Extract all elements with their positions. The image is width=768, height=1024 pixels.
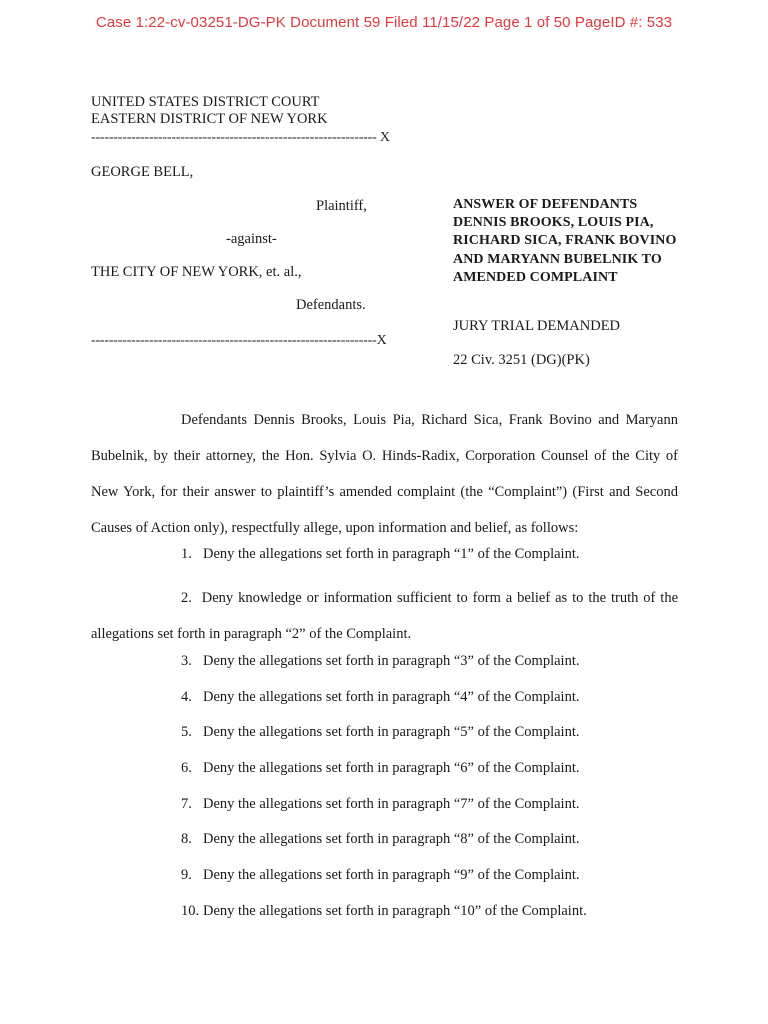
- paragraph-number: 1.: [181, 546, 192, 562]
- list-item: [181, 653, 579, 670]
- list-item: [181, 546, 579, 563]
- list-item: [181, 831, 579, 848]
- case-header-stamp: Case 1:22-cv-03251-DG-PK Document 59 Filed 11/15/22 Page 1 of 50 PageID #: 533: [95, 14, 673, 31]
- list-item: [181, 796, 579, 813]
- paragraph-number: 10.: [181, 903, 200, 919]
- court-name-line: UNITED STATES DISTRICT COURT: [91, 94, 320, 110]
- caption-divider-top: ---------------------------------------------------------------- X: [91, 130, 390, 145]
- paragraph-text: Deny the allegations set forth in paragraph “3” of the Complaint.: [203, 653, 580, 669]
- list-item: [181, 903, 587, 920]
- court-district-line: EASTERN DISTRICT OF NEW YORK: [91, 111, 328, 127]
- paragraph-text: Deny the allegations set forth in paragraph “7” of the Complaint.: [203, 796, 580, 812]
- paragraph-text: Deny the allegations set forth in paragraph “10” of the Complaint.: [203, 903, 587, 919]
- against-label: -against-: [226, 231, 277, 247]
- list-item: [181, 760, 579, 777]
- list-item: [181, 724, 579, 741]
- paragraph-number: 8.: [181, 831, 192, 847]
- paragraph-number: 6.: [181, 760, 192, 776]
- paragraph-text: Deny the allegations set forth in paragraph “1” of the Complaint.: [203, 546, 580, 562]
- paragraph-text: Deny the allegations set forth in paragraph “8” of the Complaint.: [203, 831, 580, 847]
- paragraph-number: 3.: [181, 653, 192, 669]
- paragraph-text: Deny the allegations set forth in paragraph “4” of the Complaint.: [203, 689, 580, 705]
- paragraph-text: Deny the allegations set forth in paragraph “6” of the Complaint.: [203, 760, 580, 776]
- paragraph-text: Deny knowledge or information sufficient to form a belief as to the truth of the allegations set forth in paragraph “2” of the Complaint.: [91, 590, 679, 642]
- list-item: [181, 689, 579, 706]
- caption-divider-bottom: ----------------------------------------------------------------X: [91, 333, 387, 348]
- list-item: [91, 580, 678, 652]
- defendant-name: THE CITY OF NEW YORK, et. al.,: [91, 264, 302, 280]
- paragraph-number: 5.: [181, 724, 192, 740]
- civil-case-number: 22 Civ. 3251 (DG)(PK): [453, 352, 590, 368]
- plaintiff-role: Plaintiff,: [316, 198, 367, 214]
- plaintiff-name: GEORGE BELL,: [91, 164, 194, 180]
- intro-paragraph: Defendants Dennis Brooks, Louis Pia, Richard Sica, Frank Bovino and Maryann Bubelnik, by their attorney, the Hon. Sylvia O. Hinds-Radix, Corporation Counsel of the City of New York, for their answer to plaintiff’s amended complaint (the “Complaint”) (First and Second Causes of Action only), respectfully allege, upon information and belief, as follows:: [91, 412, 678, 536]
- paragraph-text: Deny the allegations set forth in paragraph “5” of the Complaint.: [203, 724, 580, 740]
- paragraph-text: Deny the allegations set forth in paragraph “9” of the Complaint.: [203, 867, 580, 883]
- paragraph-number: 7.: [181, 796, 192, 812]
- list-item: [181, 867, 579, 884]
- paragraph-number: 2.: [181, 590, 192, 606]
- defendant-role: Defendants.: [296, 297, 366, 313]
- document-title: ANSWER OF DEFENDANTS DENNIS BROOKS, LOUIS PIA, RICHARD SICA, FRANK BOVINO AND MARYANN BUBELNIK TO AMENDED COMPLAINT: [453, 197, 677, 285]
- jury-demand: JURY TRIAL DEMANDED: [453, 318, 621, 334]
- paragraph-number: 9.: [181, 867, 192, 883]
- paragraph-number: 4.: [181, 689, 192, 705]
